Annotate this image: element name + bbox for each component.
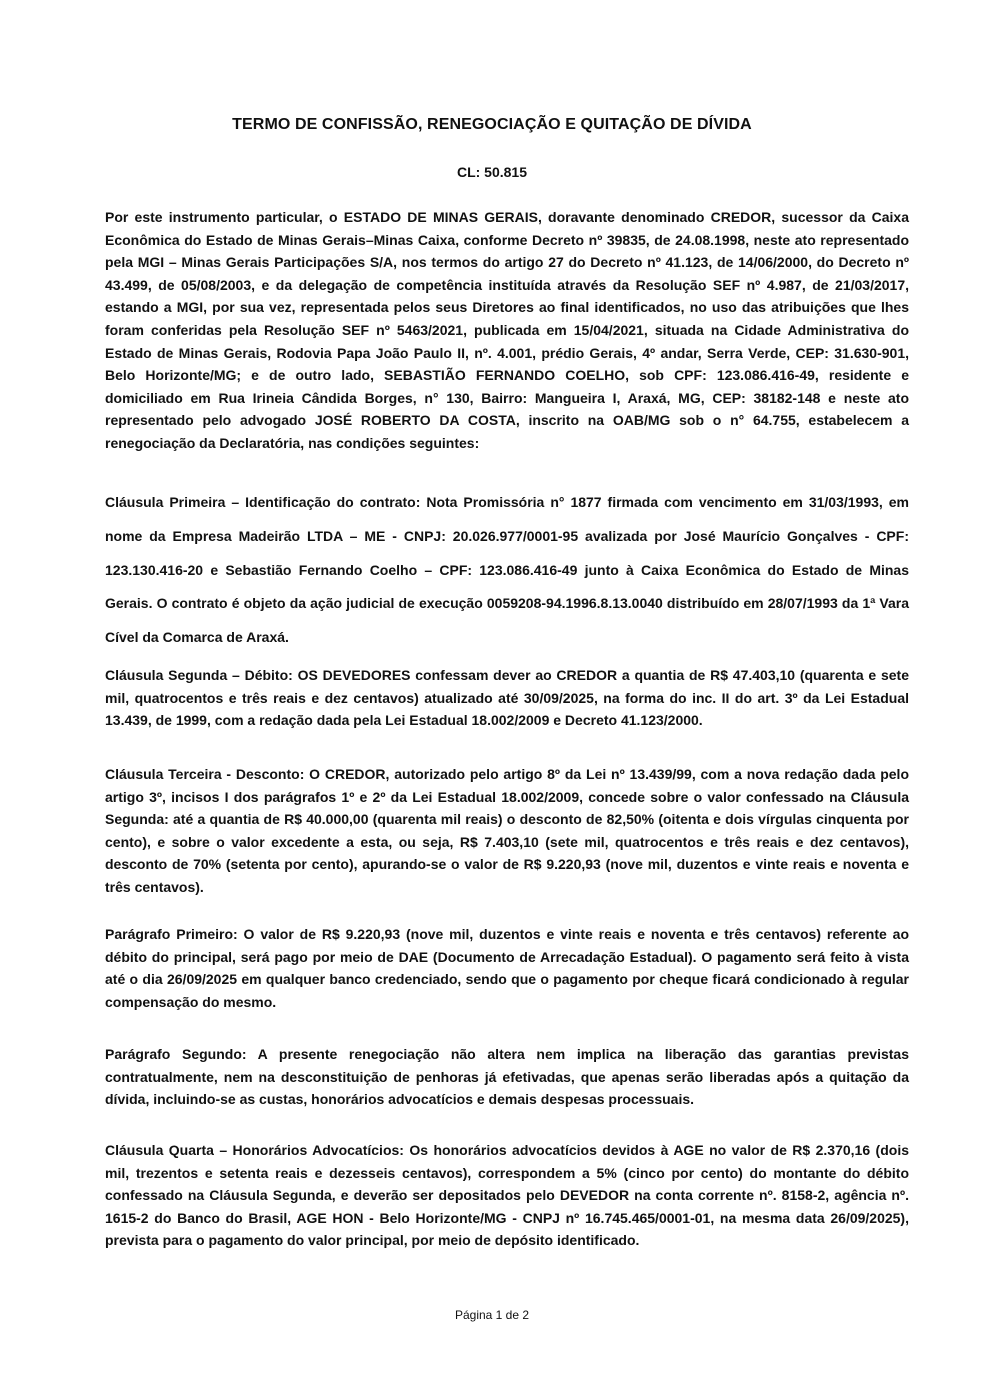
intro-paragraph: Por este instrumento particular, o ESTADO DE MINAS GERAIS, doravante denominado CREDOR, sucessor da Caixa Econômica do Estado de Minas Gerais–Minas Caixa, conforme Decreto nº 39835, de 24.08.1998, neste ato representado pela MGI – Minas Gerais Participações S/A, nos termos do artigo 27 do Decreto nº 41.123, de 14/06/2000, do Decreto nº 43.499, de 05/08/2003, e da delegação de competência instituída através da Resolução SEF nº 4.987, de 21/03/2017, estando a MGI, por sua vez, representada pelos seus Diretores ao final identificados, no uso das atribuições que lhes foram conferidas pela Resolução SEF nº 5463/2021, publicada em 15/04/2021, situada na Cidade Administrativa do Estado de Minas Gerais, Rodovia Papa João Paulo II, nº. 4.001, prédio Gerais, 4º andar, Serra Verde, CEP: 31.630-901, Belo Horizonte/MG; e de outro lado, SEBASTIÃO FERNANDO COELHO, sob CPF: 123.086.416-49, residente e domiciliado em Rua Irineia Cândida Borges, n° 130, Bairro: Mangueira I, Araxá, MG, CEP: 38182-148 e neste ato representado pelo advogado JOSÉ ROBERTO DA COSTA, inscrito na OAB/MG sob o n° 64.755, estabelecem a renegociação da Declaratória, nas condições seguintes:: [105, 209, 909, 451]
document-title: TERMO DE CONFISSÃO, RENEGOCIAÇÃO E QUITAÇÃO DE DÍVIDA: [232, 116, 752, 133]
clause-first: Cláusula Primeira – Identificação do contrato: Nota Promissória n° 1877 firmada com vencimento em 31/03/1993, em nome da Empresa Madeirão LTDA – ME - CNPJ: 20.026.977/0001-95 avalizada por José Maurício Gonçalves - CPF: 123.130.416-20 e Sebastião Fernando Coelho – CPF: 123.086.416-49 junto à Caixa Econômica do Estado de Minas Gerais. O contrato é objeto da ação judicial de execução 0059208-94.1996.8.13.0040 distribuído em 28/07/1993 da 1ª Vara Cível da Comarca de Araxá.: [105, 494, 909, 646]
paragraph-second: Parágrafo Segundo: A presente renegociação não altera nem implica na liberação das garantias previstas contratualmente, nem na desconstituição de penhoras já efetivadas, que apenas serão liberadas após a quitação da dívida, incluindo-se as custas, honorários advocatícios e demais despesas processuais.: [105, 1046, 909, 1108]
clause-third: Cláusula Terceira - Desconto: O CREDOR, autorizado pelo artigo 8º da Lei nº 13.439/99, com a nova redação dada pelo artigo 3º, incisos I dos parágrafos 1º e 2º da Lei Estadual 18.002/2009, concede sobre o valor confessado na Cláusula Segunda: até a quantia de R$ 40.000,00 (quarenta mil reais) o desconto de 82,50% (oitenta e dois vírgulas cinquenta por cento), e sobre o valor excedente a esta, ou seja, R$ 7.403,10 (sete mil, quatrocentos e três reais e dez centavos), desconto de 70% (setenta por cento), apurando-se o valor de R$ 9.220,93 (nove mil, duzentos e vinte reais e noventa e três centavos).: [105, 766, 909, 895]
paragraph-first: Parágrafo Primeiro: O valor de R$ 9.220,93 (nove mil, duzentos e vinte reais e noventa e três centavos) referente ao débito do principal, será pago por meio de DAE (Documento de Arrecadação Estadual). O pagamento será feito à vista até o dia 26/09/2025 em qualquer banco credenciado, sendo que o pagamento por cheque ficará condicionado à regular compensação do mesmo.: [105, 926, 909, 1010]
document-reference: CL: 50.815: [456, 164, 528, 180]
clause-fourth: Cláusula Quarta – Honorários Advocatícios: Os honorários advocatícios devidos à AGE no valor de R$ 2.370,16 (dois mil, trezentos e setenta reais e dezesseis centavos), correspondem a 5% (cinco por cento) do montante do débito confessado na Cláusula Segunda, e deverão ser depositados pelo DEVEDOR na conta corrente nº. 8158-2, agência nº. 1615-2 do Banco do Brasil, AGE HON - Belo Horizonte/MG - CNPJ nº 16.745.465/0001-01, na mesma data 26/09/2025), prevista para o pagamento do valor principal, por meio de depósito identificado.: [105, 1142, 909, 1249]
clause-second: Cláusula Segunda – Débito: OS DEVEDORES confessam dever ao CREDOR a quantia de R$ 47.403,10 (quarenta e sete mil, quatrocentos e três reais e dez centavos) atualizado até 30/09/2025, na forma do inc. II do art. 3º da Lei Estadual 13.439, de 1999, com a redação dada pela Lei Estadual 18.002/2009 e Decreto 41.123/2000.: [105, 667, 909, 729]
page-number: Página 1 de 2: [454, 1308, 530, 1322]
